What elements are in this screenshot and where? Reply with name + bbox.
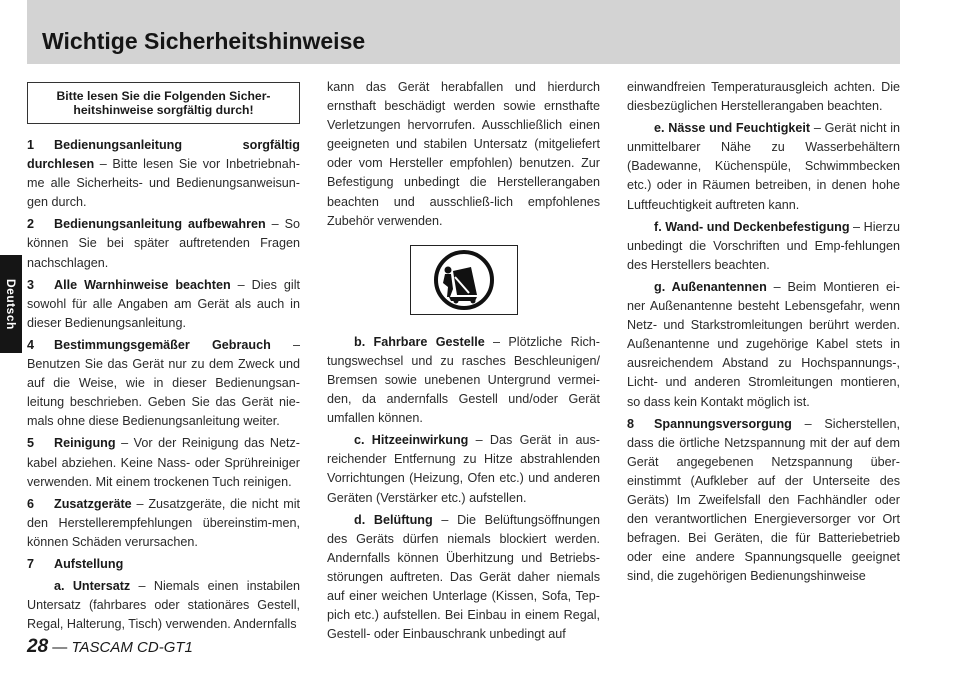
item-7 — [27, 555, 300, 574]
item-title: Reinigung — [54, 436, 116, 451]
item-1 — [27, 136, 300, 212]
page-title: Wichtige Sicherheitshinweise — [42, 28, 366, 54]
language-tab — [0, 255, 22, 353]
item-4 — [27, 336, 300, 431]
subitem-title: b. Fahrbare Gestelle — [354, 334, 485, 349]
subitem-title: f. Wand- und Deckenbefestigung — [654, 219, 850, 234]
item-7d-continued: einwandfreien Temperaturausgleich achten. Die diesbezüglichen Herstellerangaben beachten. — [627, 80, 900, 114]
product-name: TASCAM CD-GT1 — [71, 639, 193, 656]
page-number: 28 — [27, 636, 49, 657]
item-7d — [327, 511, 600, 645]
subitem-text: – Niemals einen instabilen Untersatz (fahrbares oder stationäres Gestell, Regal, Halterung, Tisch) verwenden. Andernfalls — [27, 579, 301, 632]
notice-text: Bitte lesen Sie die Folgenden Sicher-heitshinweise sorgfältig durch! — [56, 89, 271, 117]
page-footer — [27, 636, 193, 658]
item-7f — [627, 218, 900, 275]
item-7g — [627, 278, 900, 412]
item-title: Spannungsversorgung — [654, 416, 792, 431]
item-number: 1 — [27, 138, 35, 152]
item-7e — [627, 119, 900, 214]
notice-box — [27, 82, 300, 124]
item-number: 7 — [27, 556, 35, 571]
item-text: – Zusatzgeräte, die nicht mit den Herstellerempfehlungen übereinstim-men, können Schäden verursachen. — [27, 496, 300, 549]
subitem-text: – Das Gerät in aus-reichender Entfernung zu Hitze abstrahlenden Vorrichtungen (Heizung, Ofen etc.) und anderen Geräten (Verstärker etc.) aufstellen. — [327, 433, 600, 505]
cart-tip-over-warning-icon — [431, 249, 497, 311]
subitem-title: a. Untersatz — [54, 579, 131, 594]
subitem-text: – Beim Montieren ei-ner Außenantenne besteht Lebensgefahr, wenn Netz- und Starkstromleitungen berührt werden. Außenantenne und zugehörige Kabel stets in ausreichendem Abstand zu Hochspannungs-, Licht- und anderen Stromleitungen montieren, so dass kein Kontakt möglich ist. — [627, 279, 900, 409]
warning-figure — [410, 245, 518, 315]
item-title: Bestimmungsgemäßer Gebrauch — [54, 337, 271, 352]
language-tab-label: Deutsch — [4, 278, 18, 330]
item-text: – Dies gilt sowohl für alle Angaben am Gerät als auch in dieser Bedienungsanleitung. — [27, 277, 300, 330]
item-title: Aufstellung — [54, 556, 124, 571]
item-7a — [27, 577, 300, 634]
subitem-text: – Plötzliche Rich-tungswechsel und zu rasches Beschleunigen/ Bremsen sowie unebenen Untergrund vermei-den, da andernfalls Gestell und/oder Gerät umfallen können. — [327, 334, 600, 426]
subitem-title: e. Nässe und Feuchtigkeit — [654, 121, 811, 136]
item-number: 5 — [27, 436, 35, 451]
header-bar — [27, 0, 900, 64]
subitem-text: – Hierzu unbedingt die Vorschriften und Emp-fehlungen des Herstellers beachten. — [627, 219, 900, 272]
column-2 — [327, 78, 600, 644]
item-7a-continued: kann das Gerät herabfallen und hierdurch ernsthaft beschädigt werden sowie ernsthafte Verletzungen hervorrufen. Ausschließlich einen geeigneten und stabilen Untersatz (mitgeliefert oder vom Hersteller empfohlen) benutzen. Zur Befestigung unbedingt die Herstellerangaben beachten und ausschließ-lich empfohlenes Zubehör verwenden. — [327, 80, 600, 228]
item-number: 8 — [627, 416, 635, 431]
item-text: – So können Sie bei später auftretenden Fragen nachschlagen. — [27, 217, 301, 270]
item-2 — [27, 215, 300, 272]
subitem-text: – Gerät nicht in unmittelbarer Nähe zu Wasserbehältern (Badewanne, Küchenspüle, Schwimmbecken etc.) oder in Räumen betreiben, in denen hohe Luftfeuchtigkeit auftreten kann. — [627, 121, 900, 212]
item-5 — [27, 434, 300, 491]
item-7c — [327, 431, 600, 507]
subitem-title: d. Belüftung — [354, 512, 433, 527]
item-title: Alle Warnhinweise beachten — [54, 277, 231, 292]
footer-separator: — — [48, 639, 72, 656]
item-number: 2 — [27, 217, 35, 232]
item-text: – Vor der Reinigung das Netz-kabel abziehen. Keine Nass- oder Sprühreiniger verwenden. Mit einem trockenen Tuch reinigen. — [27, 436, 300, 489]
item-title: Bedienungsanleitung sorgfältig durchlesen — [27, 138, 300, 172]
item-text: – Benutzen Sie das Gerät nur zu dem Zweck und auf die Weise, wie in dieser Bedienungsan-leitung beschrieben. Geben Sie das Gerät nie-mals ohne diese Bedienungsanleitung weiter. — [27, 337, 300, 429]
subitem-title: g. Außenantennen — [654, 279, 767, 294]
item-8 — [627, 415, 900, 587]
item-7b — [327, 333, 600, 428]
item-3 — [27, 276, 300, 333]
item-title: Zusatzgeräte — [54, 496, 132, 511]
item-title: Bedienungsanleitung aufbewahren — [54, 217, 266, 232]
item-number: 6 — [27, 496, 35, 511]
item-number: 4 — [27, 337, 35, 352]
column-1 — [27, 76, 300, 634]
item-text: – Sicherstellen, dass die örtliche Netzspannung mit der auf dem Gerät angegebenen Netzspannung über-einstimmt (Aufkleber auf der Unterseite des Geräts) Im Zweifelsfall den Fachhändler oder den verantwortlichen Energieversorger vor Ort befragen. Bei Geräten, die für Batteriebetrieb oder eine andere Spannungsquelle geeignet sind, die zugehörigen Bedienungshinweise — [627, 416, 900, 584]
item-6 — [27, 495, 300, 552]
subitem-text: – Die Belüftungsöffnungen des Geräts dürfen niemals blockiert werden. Andernfalls können Überhitzung und Betriebs-störungen auftreten. Das Gerät daher niemals auf einer weichen Unterlage (Kissen, Sofa, Tep-pich etc.) aufstellen. Bei Einbau in einem Regal, Gestell- oder Einbauschrank unbedingt auf — [327, 512, 600, 642]
column-3 — [627, 78, 900, 586]
subitem-title: c. Hitzeeinwirkung — [354, 433, 469, 448]
item-text: – Bitte lesen Sie vor Inbetriebnah-me alle Sicherheits- und Bedienungsanweisun-gen durch. — [27, 157, 300, 210]
item-number: 3 — [27, 277, 35, 292]
